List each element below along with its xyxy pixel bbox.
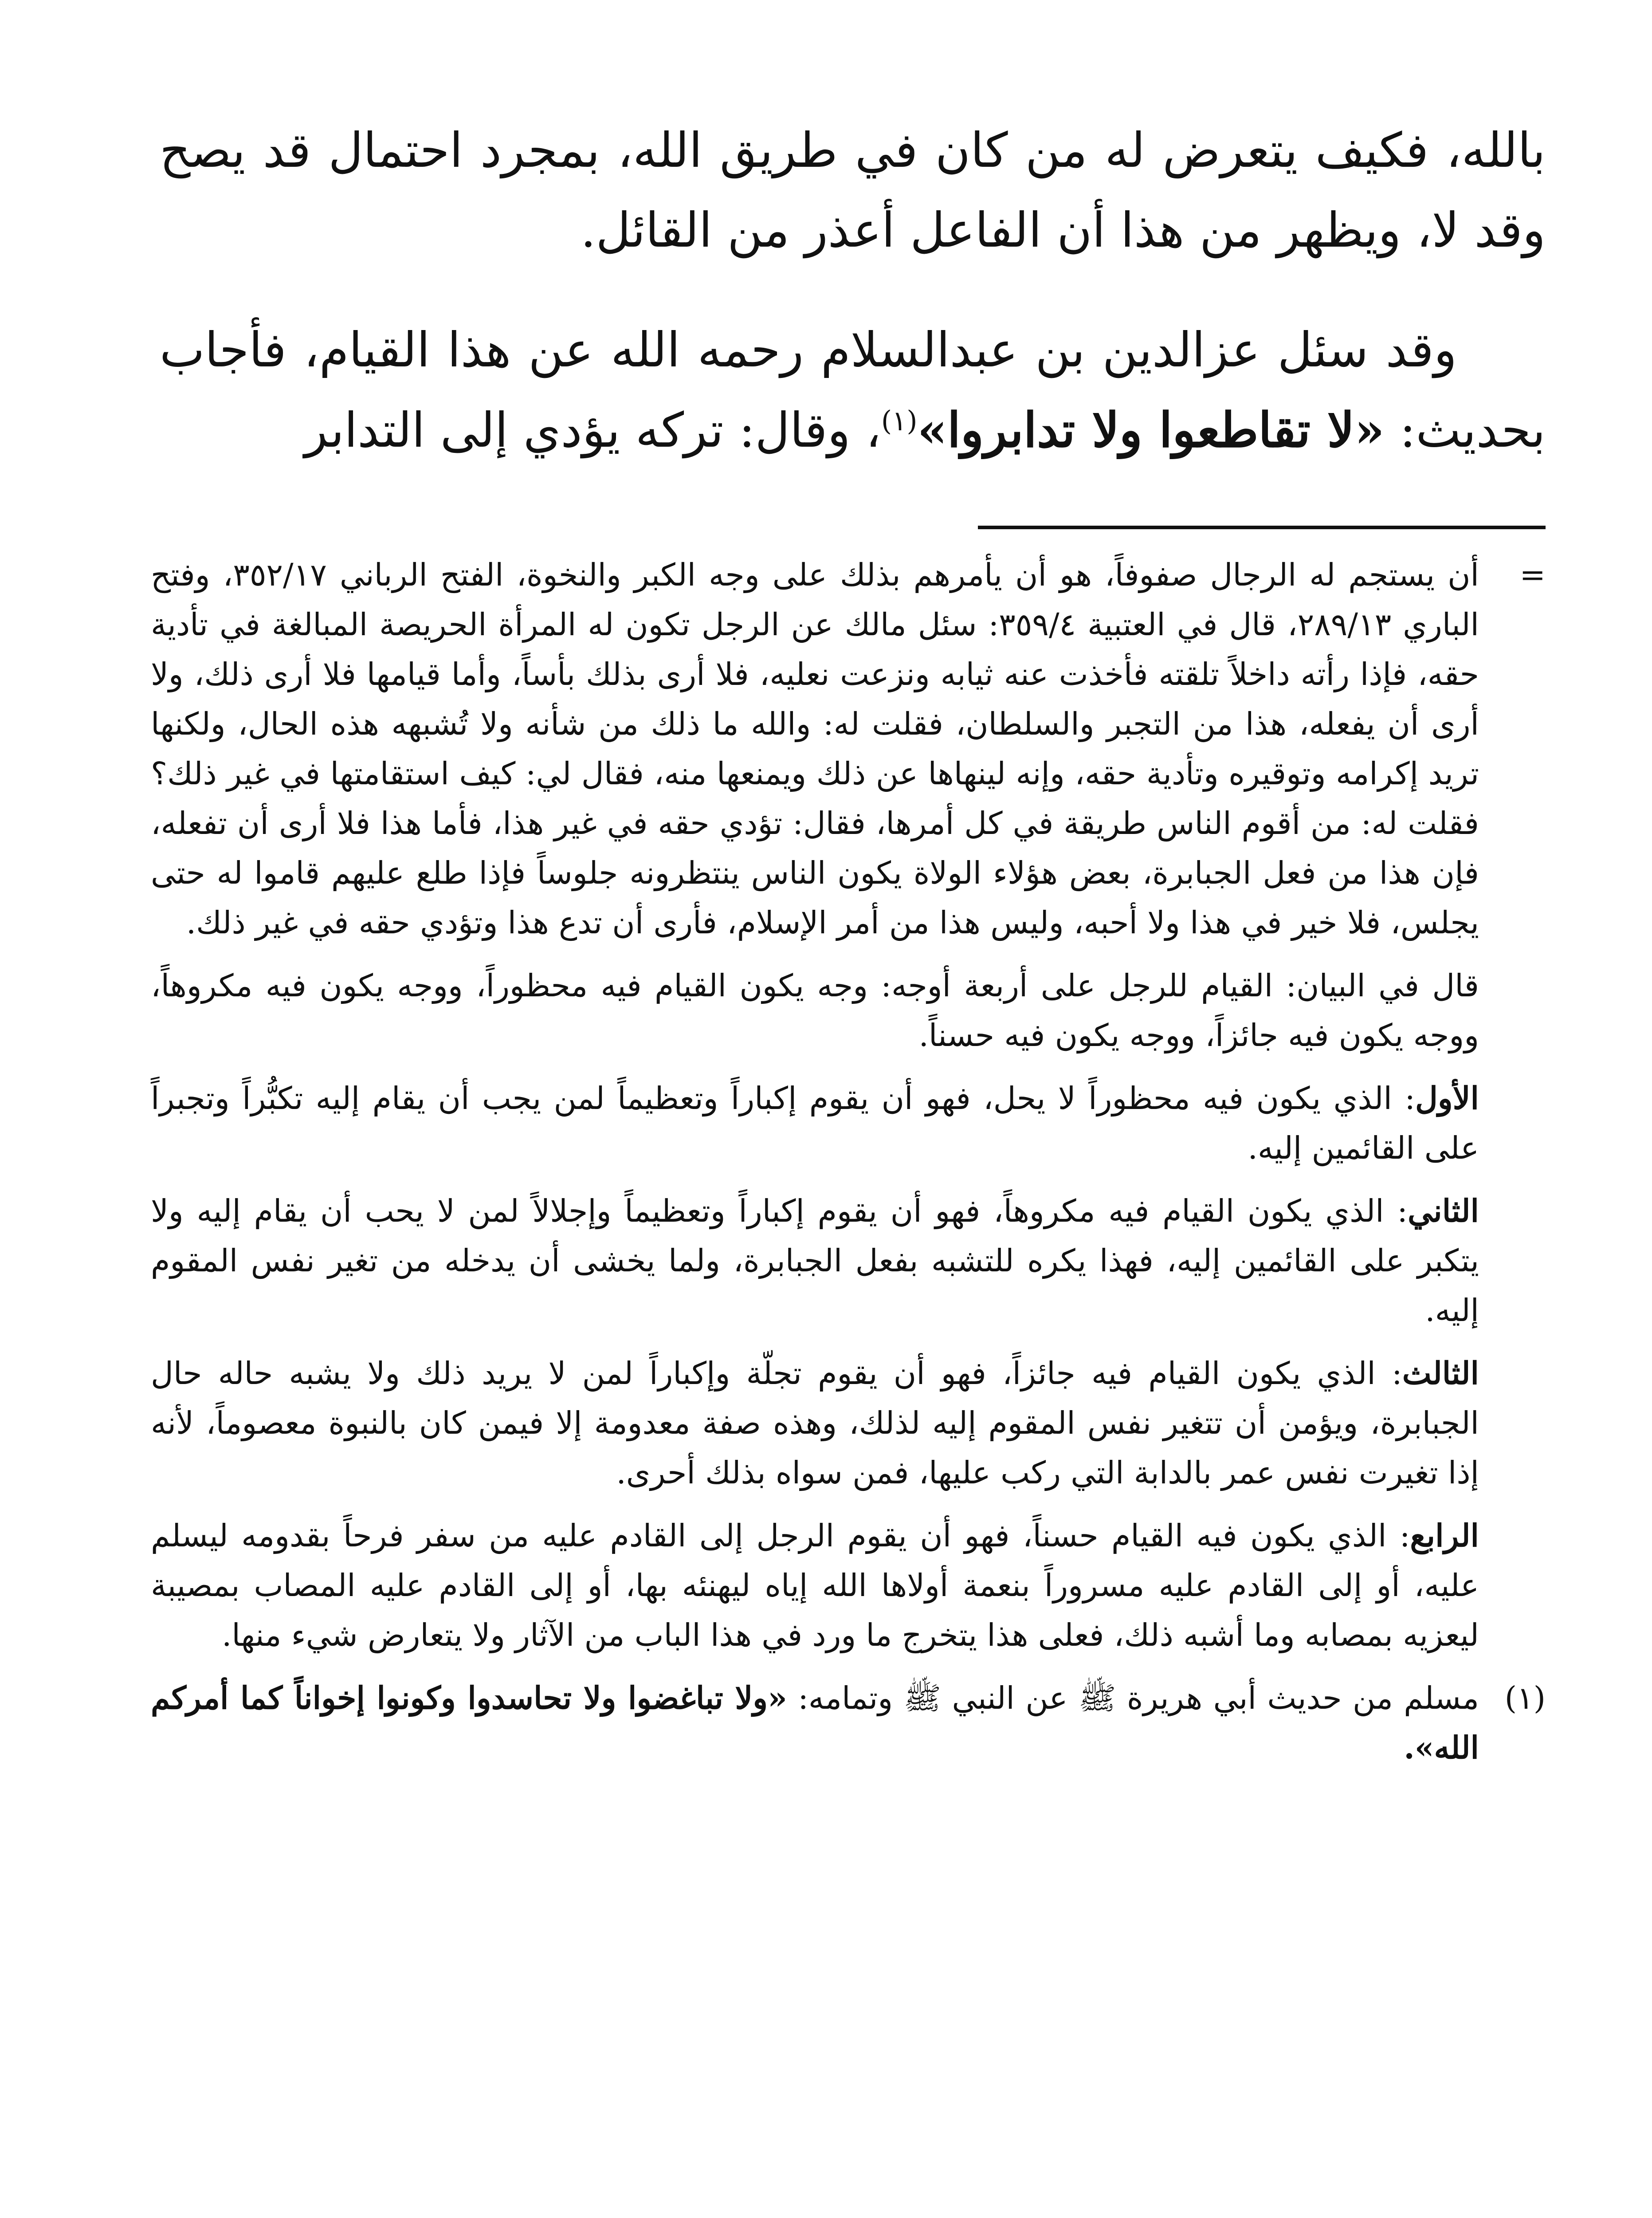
para2-end: ، وقال: تركه يؤدي إلى التدابر [304, 403, 881, 458]
second-text: : الذي يكون القيام فيه مكروهاً، فهو أن يقوم إكباراً وتعظيماً وإجلالاً لمن لا يحب أن يقام إليه ولا يتكبر على القائمين إليه، فهذا يكره للتشبه بفعل الجبابرة، ولما يخشى أن يدخله من تغير نفس المقوم إليه. [151, 1193, 1479, 1329]
footnote-separator [978, 526, 1546, 529]
footnote-second [151, 1186, 1546, 1335]
first-text: : الذي يكون فيه محظوراً لا يحل، فهو أن يقوم إكباراً وتعظيماً لمن يجب أن يقام إليه تكبُّراً وتجبراً على القائمين إليه. [151, 1080, 1479, 1166]
continuation-mark: = [1519, 557, 1546, 593]
footnote-1 [151, 1673, 1546, 1773]
continuation-text: أن يستجم له الرجال صفوفاً، هو أن يأمرهم بذلك على وجه الكبر والنخوة، الفتح الرباني ٣٥٢/١٧، وفتح الباري ٢٨٩/١٣، قال في العتبية ٣٥٩/٤: سئل مالك عن الرجل تكون له المرأة الحريصة المبالغة في تأدية حقه، فإذا رأته داخلاً تلقته فأخذت عنه ثيابه ونزعت نعليه، فلا أرى بذلك بأساً، وأما قيامها فلا أرى ذلك، ولا أرى أن يفعله، هذا من التجبر والسلطان، فقلت له: والله ما ذلك من شأنه ولا تُشبهه هذه الحال، ولكنها تريد إكرامه وتوقيره وتأدية حقه، وإنه لينهاها عن ذلك ويمنعها منه، فقال لي: كيف استقامتها في غير ذلك؟ فقلت له: من أقوم الناس طريقة في كل أمرها، فقال: تؤدي حقه في غير هذا، فأما هذا فلا أرى أن تفعله، فإن هذا من فعل الجبابرة، بعض هؤلاء الولاة يكون الناس ينتظرونه جلوساً فإذا طلع عليهم قاموا له حتى يجلس، فلا خير في هذا ولا أحبه، وليس هذا من أمر الإسلام، فأرى أن تدع هذا وتؤدي حقه في غير ذلك. [151, 557, 1479, 941]
footnote-continuation [151, 550, 1546, 948]
fourth-text: : الذي يكون فيه القيام حسناً، فهو أن يقوم الرجل إلى القادم عليه من سفر فرحاً بقدومه ليسلم عليه، أو إلى القادم عليه مسروراً بنعمة أولاها الله إياه ليهنئه بها، أو إلى القادم عليه المصاب بمصيبة ليعزيه بمصابه وما أشبه ذلك، فعلى هذا يتخرج ما ورد في هذا الباب من الآثار ولا يتعارض شيء منها. [151, 1518, 1479, 1653]
first-term: الأول [1415, 1080, 1479, 1117]
main-paragraph-2 [160, 311, 1546, 471]
third-text: : الذي يكون القيام فيه جائزاً، فهو أن يقوم تجلّة وإكباراً لمن لا يريد ذلك ولا يشبه حاله حال الجبابرة، ويؤمن أن تتغير نفس المقوم إليه لذلك، وهذه صفة معدومة إلا فيمن كان بالنبوة معصوماً، لأنه إذا تغيرت نفس عمر بالدابة التي ركب عليها، فمن سواه بذلك أحرى. [151, 1355, 1479, 1491]
footnote-first [151, 1074, 1546, 1173]
footnote-third [151, 1349, 1546, 1498]
second-term: الثاني [1407, 1192, 1479, 1229]
third-term: الثالث [1402, 1355, 1479, 1392]
footnote-ref: (١) [881, 405, 918, 437]
footnote-1-mark: (١) [1504, 1680, 1546, 1716]
fourth-term: الرابع [1410, 1517, 1479, 1554]
footnotes [151, 550, 1546, 1773]
main-paragraph-1: بالله، فكيف يتعرض له من كان في طريق الله، بمجرد احتمال قد يصح وقد لا، ويظهر من هذا أن الفاعل أعذر من القائل. [160, 123, 1546, 258]
footnote-fourth [151, 1511, 1546, 1660]
main-text [160, 111, 1546, 471]
footnote-bayan: قال في البيان: القيام للرجل على أربعة أوجه: وجه يكون القيام فيه محظوراً، ووجه يكون فيه مكروهاً، ووجه يكون فيه جائزاً، ووجه يكون فيه حسناً. [151, 967, 1479, 1054]
footnote-1-quote: «ولا تباغضوا ولا تحاسدوا وكونوا إخواناً كما أمركم الله». [151, 1679, 1479, 1766]
footnote-1-text: مسلم من حديث أبي هريرة ﷺ عن النبي ﷺ وتمامه: [787, 1680, 1479, 1716]
para2-start: وقد سئل عزالدين بن عبدالسلام رحمه الله عن هذا القيام، فأجاب بحديث: [160, 322, 1546, 458]
hadith-quote: «لا تقاطعوا ولا تدابروا» [917, 402, 1385, 458]
